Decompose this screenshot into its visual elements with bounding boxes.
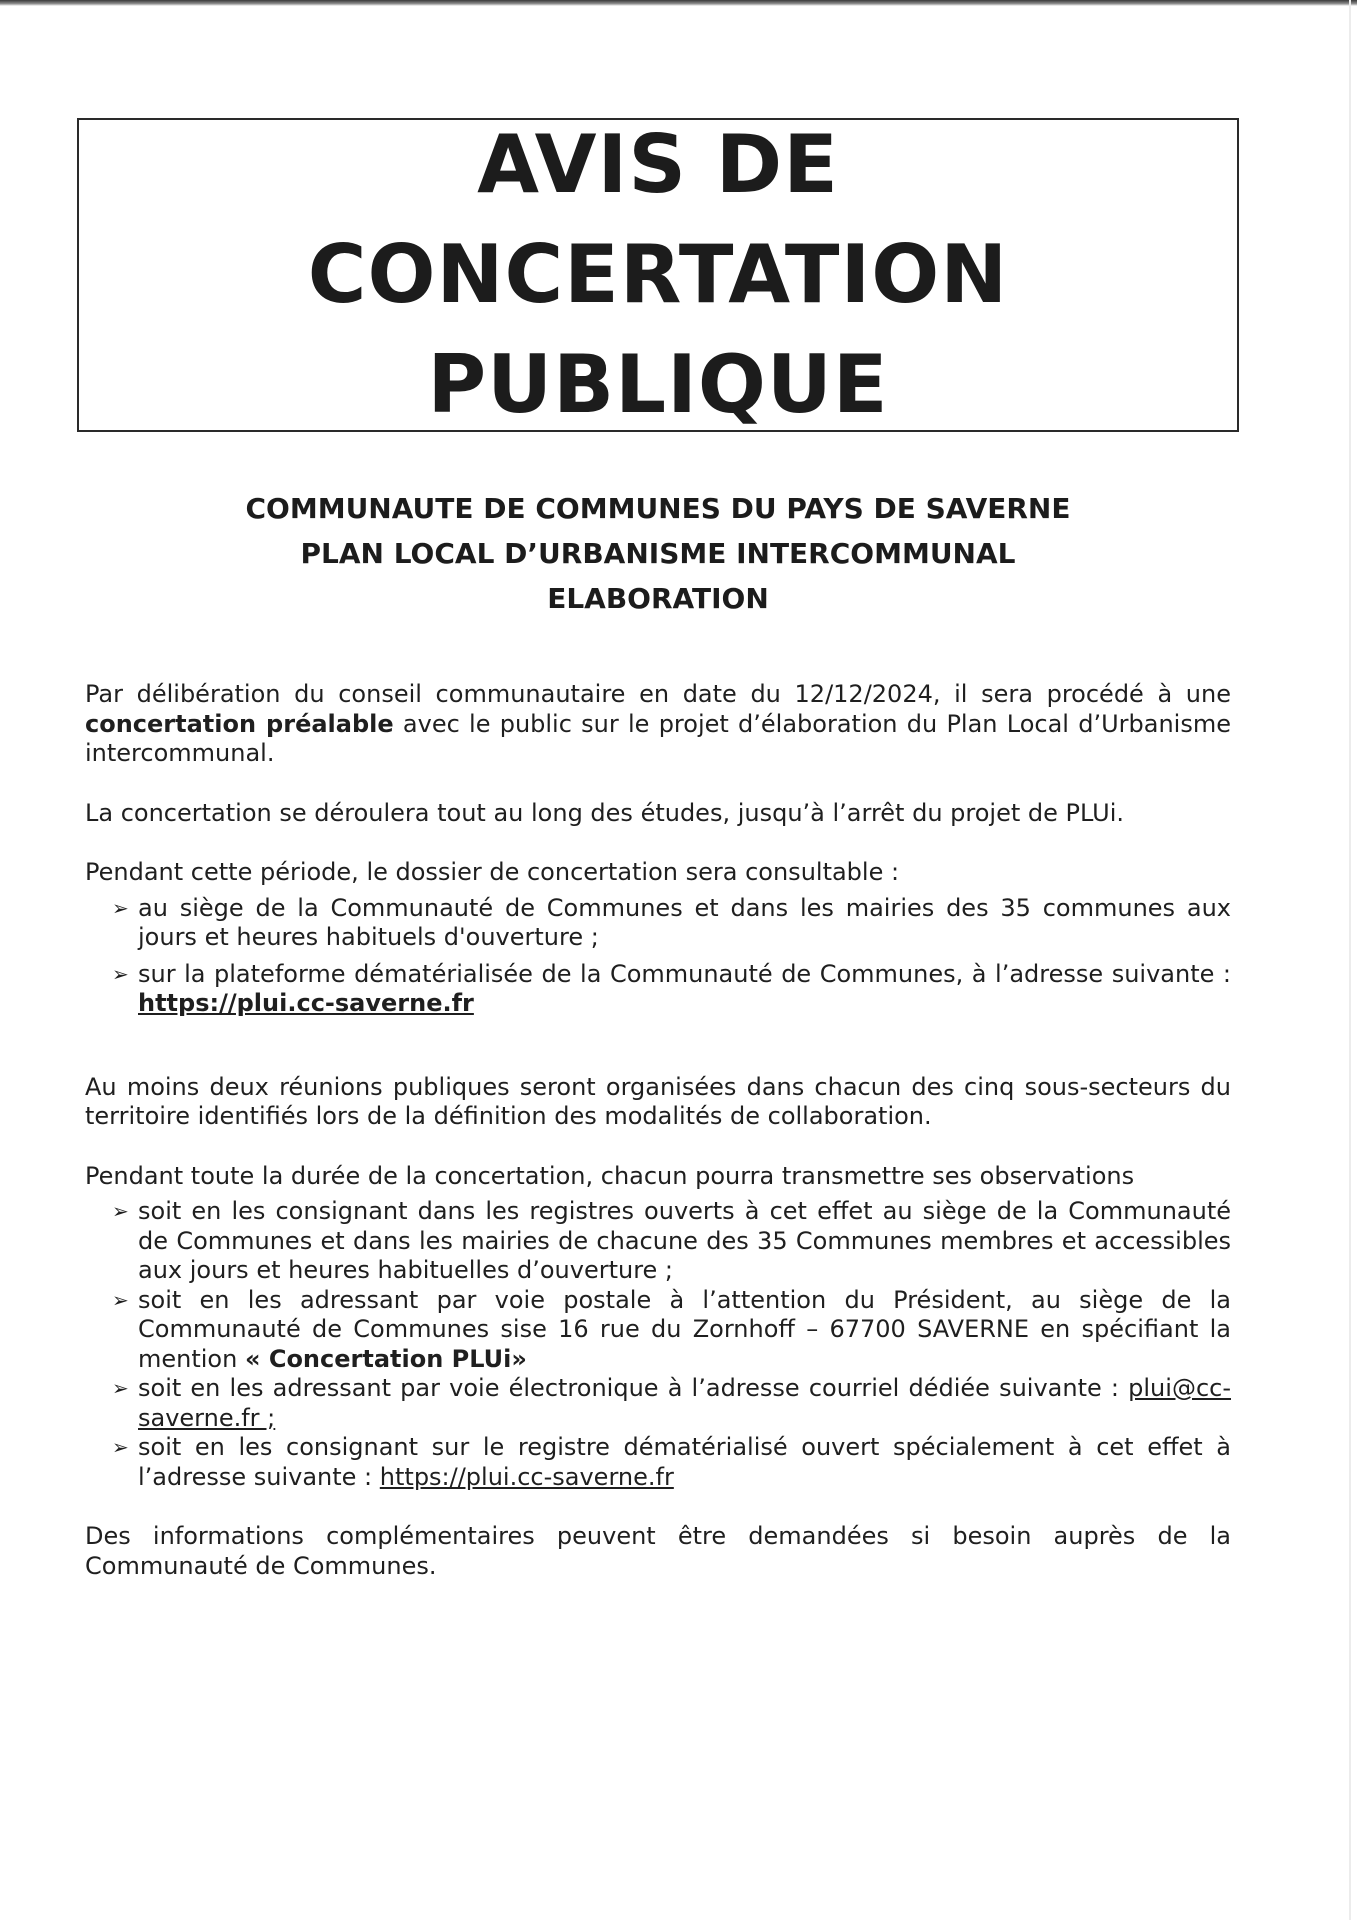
list-item-text: au siège de la Communauté de Communes et dans les mairies des 35 communes aux jours et heures habituels d'ouverture ; (138, 893, 1231, 951)
deliberation-emphasis: concertation préalable (85, 709, 394, 738)
arrow-bullet-icon: ➢ (112, 961, 129, 986)
register-link[interactable]: https://plui.cc-saverne.fr (379, 1462, 674, 1491)
list-item-text: soit en les consignant sur le registre dématérialisé ouvert spécialement à cet effet à l’adresse suivante : (138, 1433, 1231, 1491)
deliberation-text-end: avec le public sur le projet d’élaboration du Plan Local d’Urbanisme intercommunal. (85, 709, 1231, 767)
list-item-text: soit en les adressant par voie postale à l’attention du Président, au siège de la Communauté de Communes sise 16 rue du Zornhoff – 67700 SAVERNE en spécifiant la mention (138, 1285, 1231, 1373)
paragraph-further-info: Des informations complémentaires peuvent être demandées si besoin auprès de la Communauté de Communes. (85, 1522, 1231, 1580)
email-link[interactable]: plui@cc-saverne.fr ; (138, 1374, 1231, 1432)
title-box (77, 118, 1239, 432)
title-line-2: CONCERTATION (307, 228, 1009, 321)
list-item (85, 960, 1231, 1019)
paragraph-consultation-intro: Pendant cette période, le dossier de concertation sera consultable : (85, 858, 900, 886)
arrow-bullet-icon: ➢ (112, 1435, 129, 1459)
platform-link[interactable]: https://plui.cc-saverne.fr (138, 989, 474, 1017)
list-item (85, 1374, 1231, 1433)
postal-mention: « Concertation PLUi» (244, 1344, 527, 1373)
title-line-1: AVIS DE (477, 118, 839, 211)
observations-list (85, 1197, 1231, 1492)
heading-organisation: COMMUNAUTE DE COMMUNES DU PAYS DE SAVERNE (245, 492, 1071, 525)
list-item-text: soit en les adressant par voie électronique à l’adresse courriel dédiée suivante : (138, 1374, 1129, 1402)
scan-edge-right (1349, 0, 1351, 1920)
scan-edge-top (0, 0, 1357, 6)
heading-block (77, 486, 1239, 621)
paragraph-deliberation (85, 680, 1231, 769)
heading-procedure: ELABORATION (547, 582, 769, 615)
list-item (85, 1286, 1231, 1375)
paragraph-public-meetings: Au moins deux réunions publiques seront organisées dans chacun des cinq sous-secteurs du territoire identifiés lors de la définition des modalités de collaboration. (85, 1072, 1231, 1130)
arrow-bullet-icon: ➢ (112, 895, 129, 920)
list-item (85, 894, 1231, 953)
title-line-3: PUBLIQUE (427, 338, 889, 431)
list-item (85, 1433, 1231, 1492)
list-item-text: soit en les consignant dans les registres ouverts à cet effet au siège de la Communauté de Communes et dans les mairies de chacune des 35 Communes membres et accessibles aux jours et heures habituelles d’ouverture ; (138, 1197, 1231, 1284)
paragraph-duration: La concertation se déroulera tout au long des études, jusqu’à l’arrêt du projet de PLUi. (85, 798, 1125, 827)
arrow-bullet-icon: ➢ (112, 1287, 129, 1312)
arrow-bullet-icon: ➢ (112, 1376, 129, 1400)
deliberation-text: Par délibération du conseil communautaire en date du 12/12/2024, il sera procédé à une (85, 680, 1231, 708)
arrow-bullet-icon: ➢ (112, 1199, 129, 1223)
consultation-list (85, 894, 1231, 1019)
heading-plan: PLAN LOCAL D’URBANISME INTERCOMMUNAL (300, 537, 1016, 570)
list-item-text: sur la plateforme dématérialisée de la Communauté de Communes, à l’adresse suivante : (138, 959, 1231, 988)
notice-body (85, 680, 1231, 1611)
list-item (85, 1197, 1231, 1286)
paragraph-observations-intro: Pendant toute la durée de la concertation, chacun pourra transmettre ses observations (85, 1161, 1135, 1190)
